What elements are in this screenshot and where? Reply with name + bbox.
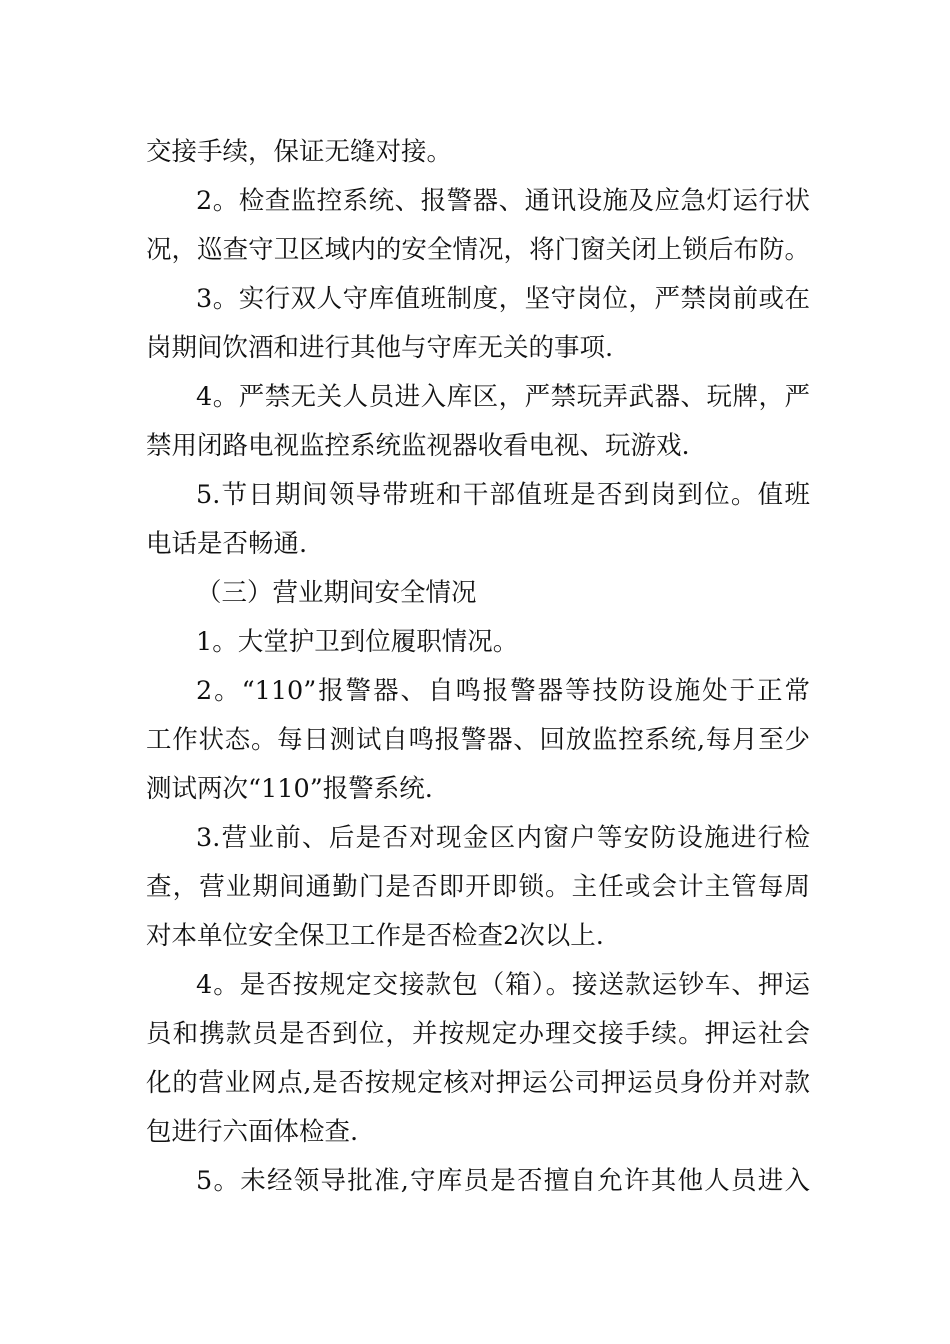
paragraph-line: 化的营业网点,是否按规定核对押运公司押运员身份并对款 [146, 1068, 810, 1098]
paragraph-line: 工作状态。每日测试自鸣报警器、回放监控系统,每月至少 [146, 725, 810, 755]
paragraph-line: 电话是否畅通. [146, 529, 308, 559]
paragraph-line: 对本单位安全保卫工作是否检查2次以上. [146, 921, 604, 951]
paragraph-line: 5.节日期间领导带班和干部值班是否到岗到位。值班 [196, 480, 810, 510]
paragraph-line: 测试两次“110”报警系统. [146, 774, 433, 804]
section-heading: （三）营业期间安全情况 [196, 578, 477, 608]
paragraph-line: 3。实行双人守库值班制度，坚守岗位，严禁岗前或在 [196, 284, 810, 314]
paragraph-line: 3.营业前、后是否对现金区内窗户等安防设施进行检 [196, 823, 810, 853]
paragraph-line: 岗期间饮酒和进行其他与守库无关的事项. [146, 333, 614, 363]
document-body [146, 128, 810, 1206]
paragraph-line: 禁用闭路电视监控系统监视器收看电视、玩游戏. [146, 431, 690, 461]
paragraph-line: 2。“110”报警器、自鸣报警器等技防设施处于正常 [196, 676, 810, 706]
paragraph-line: 1。大堂护卫到位履职情况。 [196, 627, 519, 657]
paragraph-line: 交接手续，保证无缝对接。 [146, 137, 453, 167]
paragraph-line: 员和携款员是否到位，并按规定办理交接手续。押运社会 [146, 1019, 810, 1049]
paragraph-line: 包进行六面体检查. [146, 1117, 359, 1147]
paragraph-line: 5。未经领导批准,守库员是否擅自允许其他人员进入 [196, 1166, 810, 1196]
paragraph-line: 4。严禁无关人员进入库区，严禁玩弄武器、玩牌，严 [196, 382, 810, 412]
paragraph-line: 4。是否按规定交接款包（箱）。接送款运钞车、押运 [196, 970, 810, 1000]
paragraph-line: 2。检查监控系统、报警器、通讯设施及应急灯运行状 [196, 186, 810, 216]
paragraph-line: 查，营业期间通勤门是否即开即锁。主任或会计主管每周 [146, 872, 810, 902]
paragraph-line: 况，巡查守卫区域内的安全情况，将门窗关闭上锁后布防。 [146, 235, 810, 265]
